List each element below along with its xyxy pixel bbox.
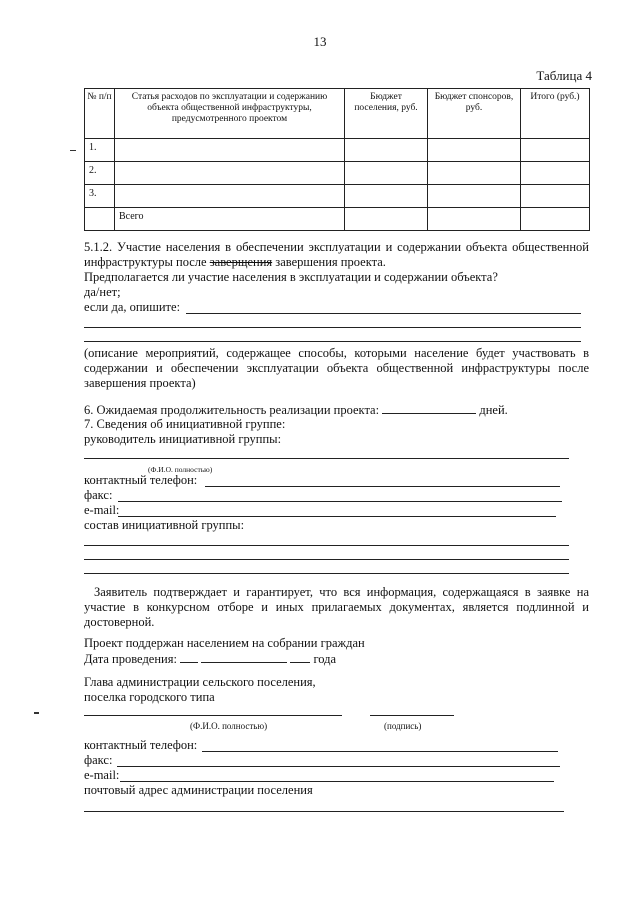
section-7-title: 7. Сведения об инициативной группе:	[84, 417, 286, 431]
meeting-date	[84, 651, 589, 667]
table-cell[interactable]	[428, 185, 521, 208]
leader-fax-field[interactable]	[118, 501, 562, 502]
meeting-year-label: года	[313, 652, 337, 666]
header-article: Статья расходов по эксплуатации и содержанию объекта общественной инфраструктуры, предусмотренного проектом	[115, 89, 345, 139]
description-field[interactable]	[186, 313, 581, 314]
head-address-label: почтовый адрес администрации поселения	[84, 783, 313, 797]
section-5-1-2-tail: завершения проекта.	[275, 255, 386, 269]
table-row	[85, 139, 590, 162]
head-fio-caption: (Ф.И.О. полностью)	[190, 721, 268, 731]
meeting-month-field[interactable]	[201, 651, 287, 663]
head-fax-field[interactable]	[117, 766, 560, 767]
table-cell	[85, 208, 115, 231]
table-cell[interactable]	[345, 185, 428, 208]
table-cell[interactable]	[345, 139, 428, 162]
table-cell[interactable]	[521, 185, 590, 208]
head-signature-field[interactable]	[370, 715, 454, 716]
head-title-line2: поселка городского типа	[84, 690, 215, 704]
table-cell[interactable]	[115, 139, 345, 162]
header-budget-sponsors: Бюджет спонсоров, руб.	[428, 89, 521, 139]
group-members-field[interactable]	[84, 559, 569, 560]
group-members-field[interactable]	[84, 545, 569, 546]
group-leader-label: руководитель инициативной группы:	[84, 432, 282, 446]
header-num: № п/п	[85, 89, 115, 139]
header-total: Итого (руб.)	[521, 89, 590, 139]
page-number: 13	[313, 34, 327, 49]
section-6	[84, 402, 589, 418]
group-members-field[interactable]	[84, 573, 569, 574]
table-label: Таблица 4	[536, 68, 592, 83]
head-phone-label: контактный телефон:	[84, 738, 198, 752]
section-5-1-2	[84, 240, 589, 270]
duration-label: 6. Ожидаемая продолжительность реализации проекта:	[84, 403, 380, 417]
table-cell[interactable]	[428, 208, 521, 231]
head-phone-field[interactable]	[202, 751, 558, 752]
struck-word: заверщения	[209, 255, 273, 269]
row-number: 3.	[85, 185, 115, 208]
description-field[interactable]	[84, 327, 581, 328]
header-budget-settlement: Бюджет поселения, руб.	[345, 89, 428, 139]
table-cell[interactable]	[428, 162, 521, 185]
table-cell[interactable]	[521, 162, 590, 185]
leader-phone-label: контактный телефон:	[84, 473, 198, 487]
table-cell[interactable]	[428, 139, 521, 162]
table-cell[interactable]	[345, 162, 428, 185]
table-row	[85, 185, 590, 208]
row-number: 1.	[85, 139, 115, 162]
duration-unit: дней.	[479, 403, 508, 417]
group-members-label: состав инициативной группы:	[84, 518, 245, 532]
leader-phone-field[interactable]	[205, 486, 560, 487]
table-header-row	[85, 89, 590, 139]
table-cell[interactable]	[521, 208, 590, 231]
head-name-field[interactable]	[84, 715, 342, 716]
scan-mark	[70, 150, 76, 151]
head-address-field[interactable]	[84, 811, 564, 812]
expense-table	[84, 88, 590, 231]
head-title-line1: Глава администрации сельского поселения,	[84, 675, 316, 689]
leader-fax-label: факс:	[84, 488, 113, 502]
leader-email-label: e-mail:	[84, 503, 120, 517]
meeting-year-field[interactable]	[290, 651, 310, 663]
description-note: (описание мероприятий, содержащее способы, которыми население будет участвовать в содержании и обеспечении эксплуатации объекта общественной инфраструктуры после завершения проекта)	[84, 346, 589, 390]
meeting-support-text: Проект поддержан населением на собрании граждан	[84, 636, 365, 650]
table-cell[interactable]	[115, 162, 345, 185]
yes-no-option[interactable]: да/нет;	[84, 285, 121, 299]
if-yes-label: если да, опишите:	[84, 300, 181, 314]
declaration-text: Заявитель подтверждает и гарантирует, что вся информация, содержащаяся в заявке на участие в конкурсном отборе и иных прилагаемых документах, является подлинной и достоверной.	[84, 585, 589, 629]
leader-name-field[interactable]	[84, 458, 569, 459]
table-row	[85, 162, 590, 185]
total-label: Всего	[115, 208, 345, 231]
leader-fio-caption: (Ф.И.О. полностью)	[148, 465, 213, 474]
meeting-date-label: Дата проведения:	[84, 652, 177, 666]
row-number: 2.	[85, 162, 115, 185]
head-fax-label: факс:	[84, 753, 113, 767]
head-sign-caption: (подпись)	[384, 721, 422, 731]
duration-field[interactable]	[382, 402, 476, 414]
meeting-day-field[interactable]	[180, 651, 198, 663]
participation-question: Предполагается ли участие населения в эксплуатации и содержании объекта?	[84, 270, 498, 284]
section-5-1-2-lead: 5.1.2. Участие населения в обеспечении эксплуатации и содержании объекта общественной инфраструктуры после	[84, 240, 589, 269]
table-total-row	[85, 208, 590, 231]
table-cell[interactable]	[115, 185, 345, 208]
leader-email-field[interactable]	[118, 516, 556, 517]
head-email-label: e-mail:	[84, 768, 120, 782]
scan-mark	[34, 712, 39, 714]
table-cell[interactable]	[345, 208, 428, 231]
table-cell[interactable]	[521, 139, 590, 162]
description-field[interactable]	[84, 341, 581, 342]
head-email-field[interactable]	[120, 781, 554, 782]
